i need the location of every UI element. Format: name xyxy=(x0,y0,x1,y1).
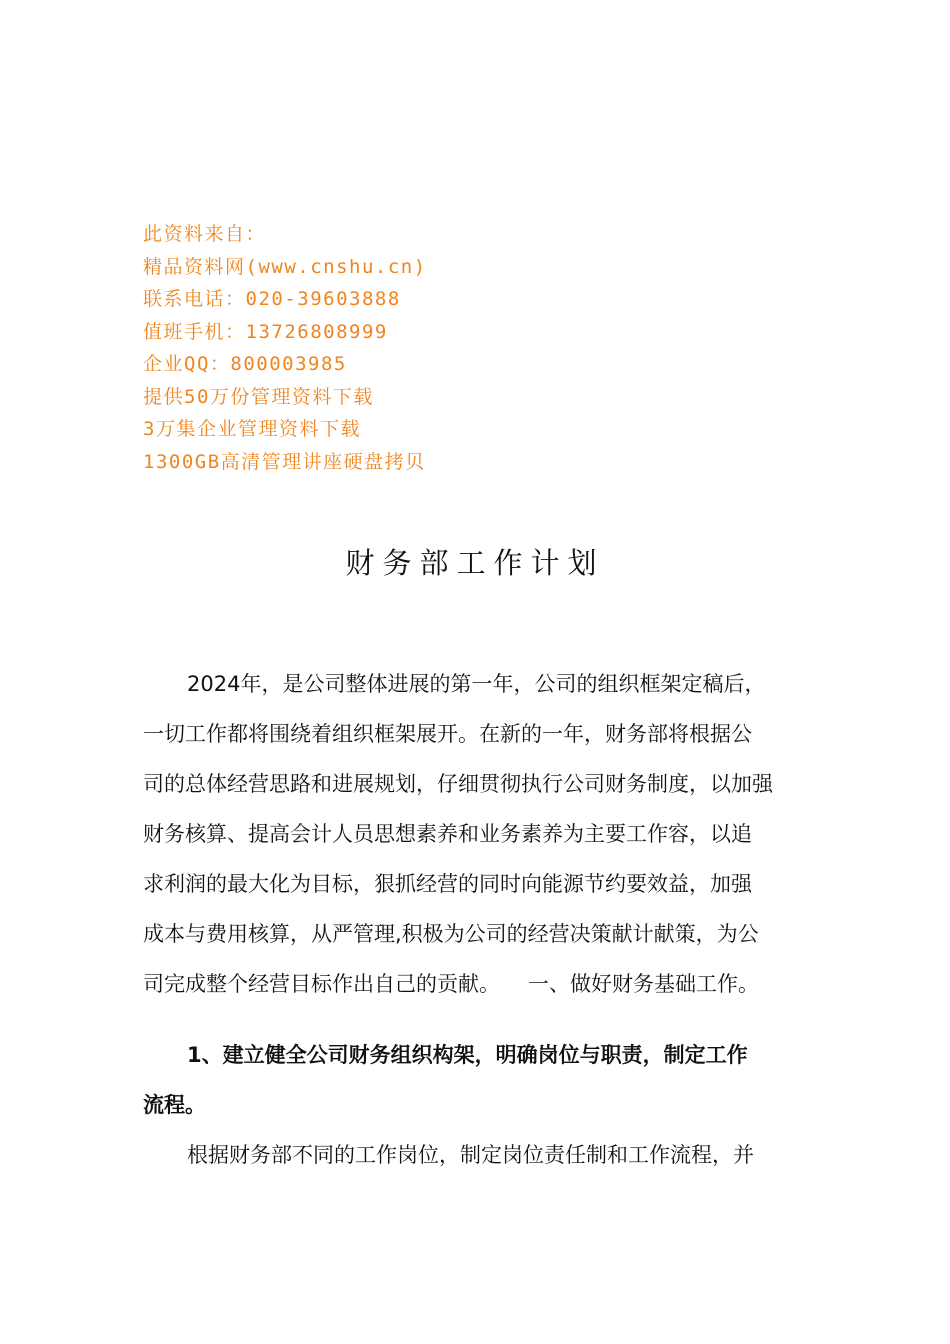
intro-line: 成本与费用核算，从严管理,积极为公司的经营决策献计献策，为公 xyxy=(143,922,759,946)
source-phone: 联系电话：020-39603888 xyxy=(143,288,401,310)
source-offer-1: 提供50万份管理资料下载 xyxy=(143,385,374,408)
item-1-body-line: 根据财务部不同的工作岗位，制定岗位责任制和工作流程，并 xyxy=(187,1143,754,1167)
source-qq: 企业QQ：800003985 xyxy=(143,353,347,375)
item-1-heading xyxy=(143,1030,807,1130)
source-mobile: 值班手机：13726808999 xyxy=(143,320,388,343)
intro-line: 2024年，是公司整体进展的第一年，公司的组织框架定稿后， xyxy=(187,672,766,696)
source-website: 精品资料网(www.cnshu.cn) xyxy=(143,255,427,278)
source-offer-2: 3万集企业管理资料下载 xyxy=(143,418,361,440)
item-1-heading-line: 1、建立健全公司财务组织构架，明确岗位与职责，制定工作 xyxy=(187,1043,748,1067)
item-1-heading-line: 流程。 xyxy=(143,1093,206,1117)
intro-line: 求利润的最大化为目标，狠抓经营的同时向能源节约要效益，加强 xyxy=(143,872,752,896)
source-info-block xyxy=(143,218,643,478)
intro-last-line xyxy=(143,959,807,1009)
intro-closing-text: 司完成整个经营目标作出自己的贡献。 xyxy=(143,972,500,996)
intro-line: 司的总体经营思路和进展规划，仔细贯彻执行公司财务制度，以加强 xyxy=(143,772,773,796)
section-heading: 一、做好财务基础工作。 xyxy=(528,972,759,996)
source-label: 此资料来自： xyxy=(143,223,267,245)
intro-line: 一切工作都将围绕着组织框架展开。在新的一年，财务部将根据公 xyxy=(143,722,752,746)
source-offer-3: 1300GB高清管理讲座硬盘拷贝 xyxy=(143,450,426,473)
document-title: 财务部工作计划 xyxy=(345,546,605,580)
intro-paragraph xyxy=(143,659,807,1009)
intro-line: 财务核算、提高会计人员思想素养和业务素养为主要工作容，以追 xyxy=(143,822,752,846)
item-1-body xyxy=(143,1130,807,1180)
